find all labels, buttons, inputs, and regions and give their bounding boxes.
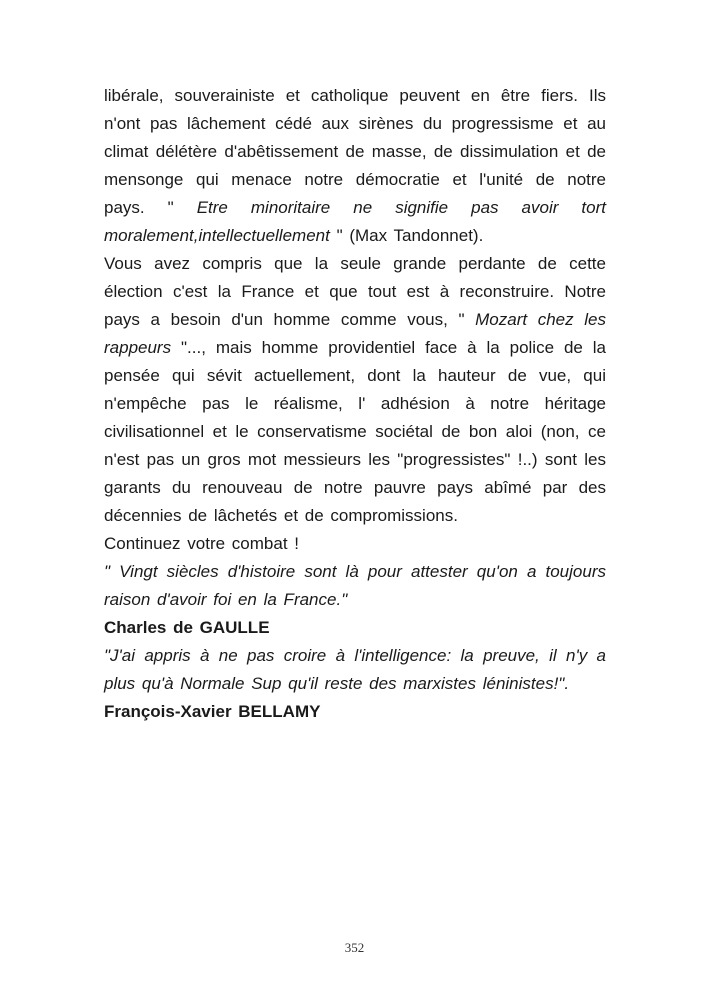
paragraph-1-segment-1: libérale, souverainiste et catholique peuvent en être fiers. Ils n'ont pas lâchement cédé aux sirènes du progressisme et au climat délétère d'abêtissement de masse, de dissimulation et de mensonge qui menace notre démocratie et l'unité de notre pays. " (104, 86, 606, 217)
paragraph-5-segment-1: Charles de GAULLE (104, 618, 270, 637)
paragraph-2-segment-3: "..., mais homme providentiel face à la police de la pensée qui sévit actuellement, dont la hauteur de vue, qui n'empêche pas le réalisme, l' adhésion à notre héritage civilisationnel et le conservatisme sociétal de bon aloi (non, ce n'est pas un gros mot messieurs les "progressistes" !..) sont les garants du renouveau de notre pauvre pays abîmé par des décennies de lâchetés et de compromissions. (104, 338, 606, 525)
paragraph-6-segment-1: "J'ai appris à ne pas croire à l'intelligence: la preuve, il n'y a plus qu'à Normale Sup qu'il reste des marxistes léninistes!". (104, 646, 606, 693)
paragraph-2-segment-1: Vous avez compris que la seule grande perdante de cette élection c'est la France et que tout est à reconstruire. Notre pays a besoin d'un homme comme vous, " (104, 254, 606, 329)
paragraph-2-segment-2: Mozart chez les rappeurs (104, 310, 606, 357)
paragraph-1-segment-3: " (Max Tandonnet). (329, 226, 484, 245)
paragraph-7-segment-1: François-Xavier BELLAMY (104, 702, 321, 721)
paragraph-2 (104, 250, 606, 530)
paragraph-5 (104, 614, 606, 642)
paragraph-1-segment-2: Etre minoritaire ne signifie pas avoir tort moralement,intellectuellement (104, 198, 606, 245)
paragraph-3 (104, 530, 606, 558)
paragraph-1 (104, 82, 606, 250)
body-text (104, 82, 606, 726)
page-number: 352 (344, 940, 365, 955)
paragraph-3-segment-1: Continuez votre combat ! (104, 534, 299, 553)
paragraph-7 (104, 698, 606, 726)
paragraph-4-segment-1: " Vingt siècles d'histoire sont là pour attester qu'on a toujours raison d'avoir foi en la France." (104, 562, 606, 609)
paragraph-6 (104, 642, 606, 698)
paragraph-4 (104, 558, 606, 614)
